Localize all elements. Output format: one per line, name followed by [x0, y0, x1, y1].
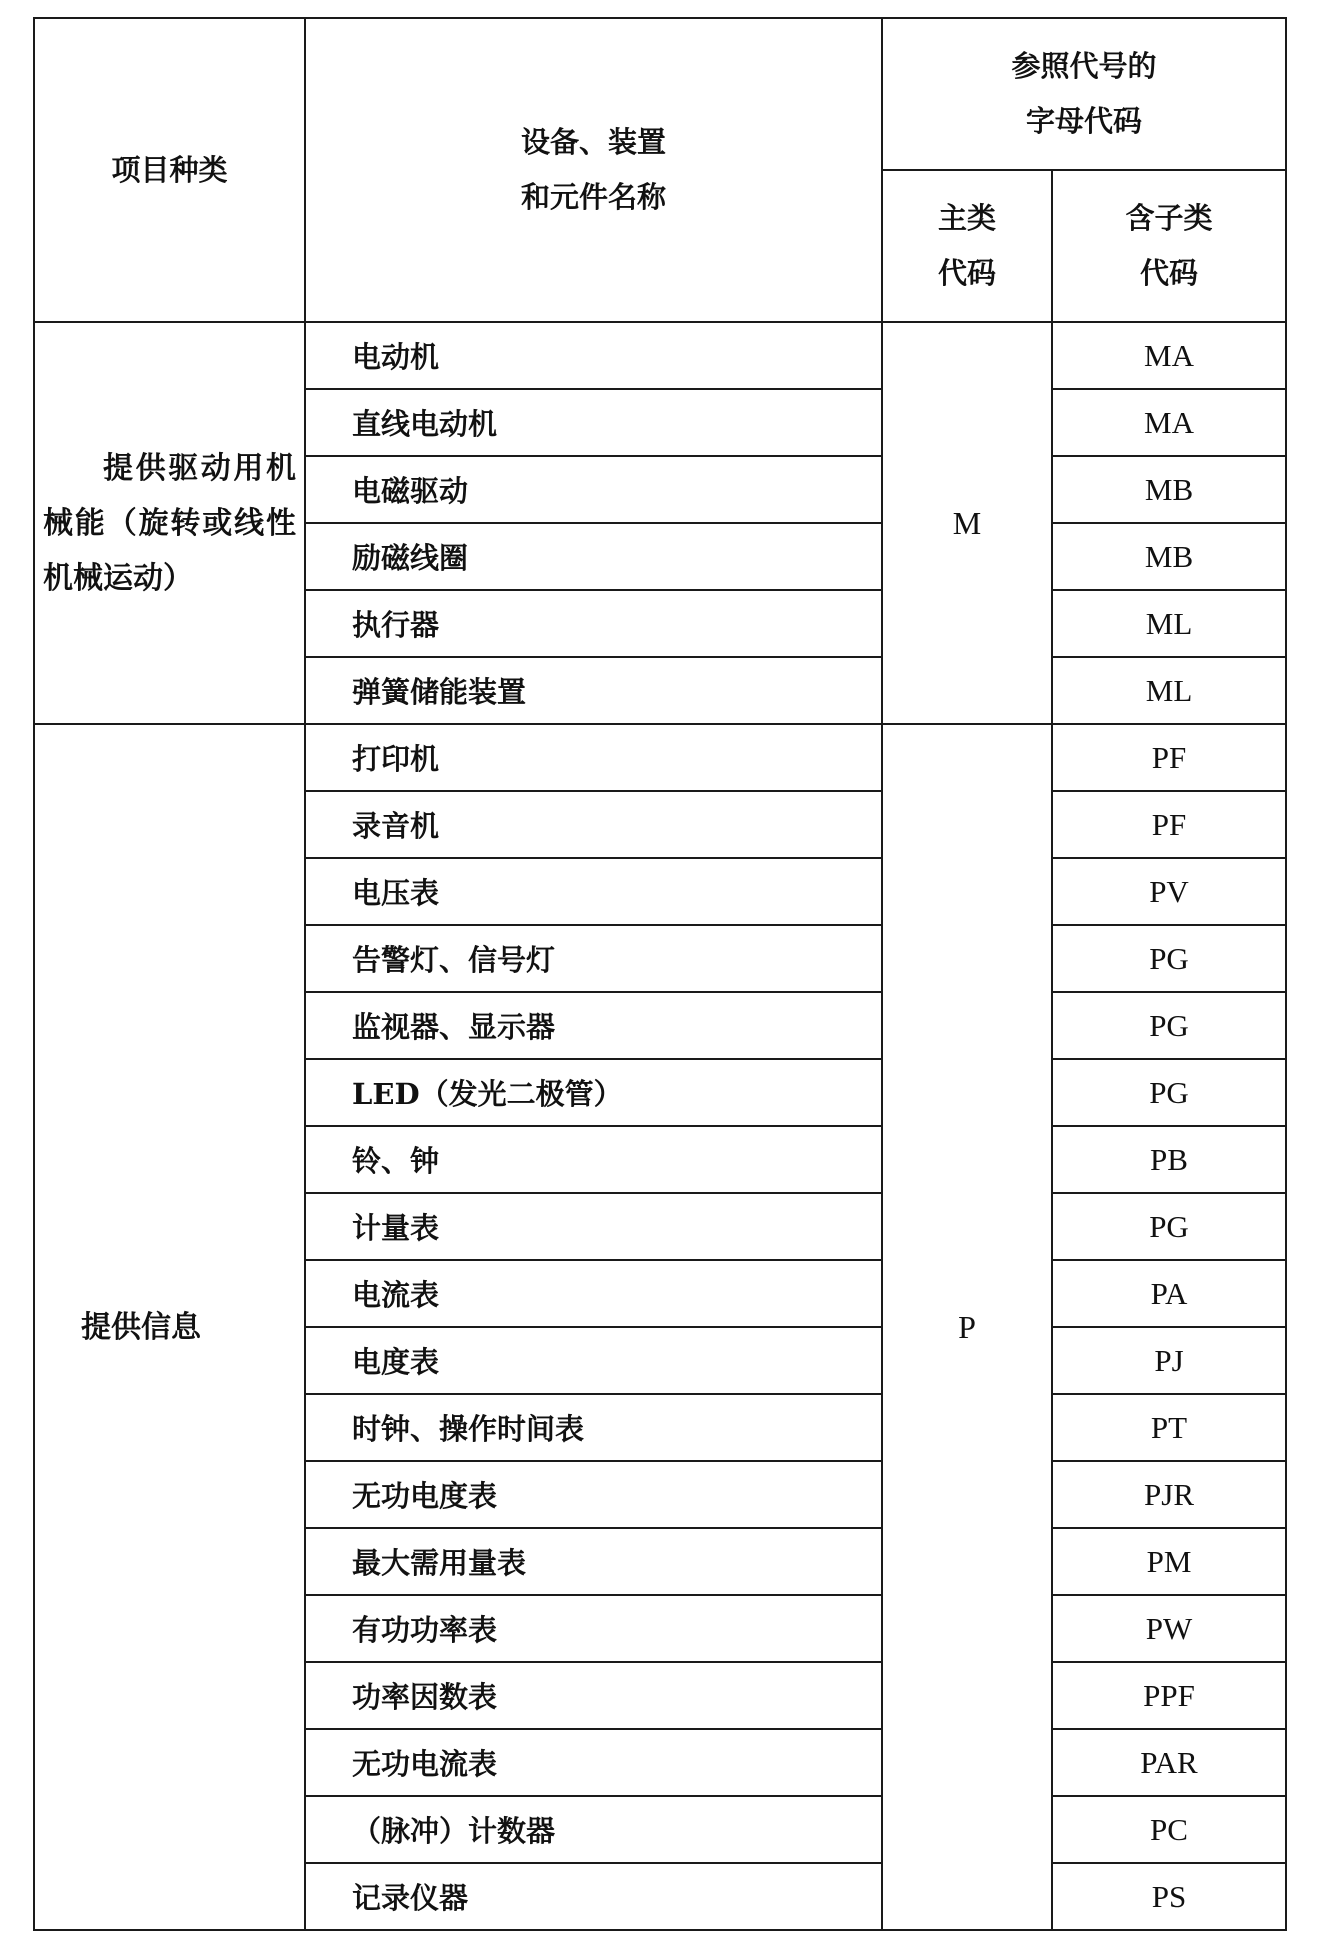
sub-code-cell: PJ	[1052, 1327, 1286, 1394]
item-name-cell: LED（发光二极管）	[305, 1059, 882, 1126]
item-name-cell: 最大需用量表	[305, 1528, 882, 1595]
header-name: 设备、装置 和元件名称	[305, 18, 882, 322]
item-name-cell: 记录仪器	[305, 1863, 882, 1930]
category-cell: 提供驱动用机械能（旋转或线性机械运动）	[34, 322, 305, 724]
item-name-cell: 功率因数表	[305, 1662, 882, 1729]
item-name-cell: 铃、钟	[305, 1126, 882, 1193]
header-ref-code: 参照代号的 字母代码	[882, 18, 1286, 170]
sub-code-cell: PC	[1052, 1796, 1286, 1863]
sub-code-cell: MA	[1052, 389, 1286, 456]
header-main-code: 主类 代码	[882, 170, 1052, 322]
item-name-cell: 电动机	[305, 322, 882, 389]
item-name-cell: 无功电度表	[305, 1461, 882, 1528]
main-code-cell: M	[882, 322, 1052, 724]
sub-code-cell: PA	[1052, 1260, 1286, 1327]
table-body	[34, 18, 1286, 1930]
category-cell: 提供信息	[34, 724, 305, 1930]
table-row	[34, 322, 1286, 389]
item-name-cell: （脉冲）计数器	[305, 1796, 882, 1863]
table-row	[34, 724, 1286, 791]
sub-code-cell: PG	[1052, 925, 1286, 992]
header-category: 项目种类	[34, 18, 305, 322]
item-name-cell: 无功电流表	[305, 1729, 882, 1796]
item-name-cell: 计量表	[305, 1193, 882, 1260]
item-name-cell: 打印机	[305, 724, 882, 791]
sub-code-cell: ML	[1052, 657, 1286, 724]
sub-code-cell: PG	[1052, 1059, 1286, 1126]
sub-code-cell: PB	[1052, 1126, 1286, 1193]
sub-code-cell: PV	[1052, 858, 1286, 925]
item-name-cell: 电流表	[305, 1260, 882, 1327]
sub-code-cell: PS	[1052, 1863, 1286, 1930]
item-name-cell: 录音机	[305, 791, 882, 858]
code-table	[33, 17, 1287, 1931]
sub-code-cell: PT	[1052, 1394, 1286, 1461]
item-name-cell: 电度表	[305, 1327, 882, 1394]
item-name-cell: 有功功率表	[305, 1595, 882, 1662]
item-name-cell: 时钟、操作时间表	[305, 1394, 882, 1461]
item-name-cell: 直线电动机	[305, 389, 882, 456]
sub-code-cell: PG	[1052, 992, 1286, 1059]
main-code-cell: P	[882, 724, 1052, 1930]
sub-code-cell: PJR	[1052, 1461, 1286, 1528]
sub-code-cell: PPF	[1052, 1662, 1286, 1729]
item-name-cell: 弹簧储能装置	[305, 657, 882, 724]
item-name-cell: 励磁线圈	[305, 523, 882, 590]
sub-code-cell: PW	[1052, 1595, 1286, 1662]
sub-code-cell: MA	[1052, 322, 1286, 389]
item-name-cell: 电压表	[305, 858, 882, 925]
sub-code-cell: ML	[1052, 590, 1286, 657]
item-name-cell: 执行器	[305, 590, 882, 657]
item-name-cell: 监视器、显示器	[305, 992, 882, 1059]
sub-code-cell: PM	[1052, 1528, 1286, 1595]
item-name-cell: 告警灯、信号灯	[305, 925, 882, 992]
sub-code-cell: PG	[1052, 1193, 1286, 1260]
item-name-cell: 电磁驱动	[305, 456, 882, 523]
header-row-top	[34, 18, 1286, 170]
header-sub-code: 含子类 代码	[1052, 170, 1286, 322]
sub-code-cell: MB	[1052, 456, 1286, 523]
sub-code-cell: PAR	[1052, 1729, 1286, 1796]
sub-code-cell: PF	[1052, 791, 1286, 858]
sub-code-cell: PF	[1052, 724, 1286, 791]
sub-code-cell: MB	[1052, 523, 1286, 590]
